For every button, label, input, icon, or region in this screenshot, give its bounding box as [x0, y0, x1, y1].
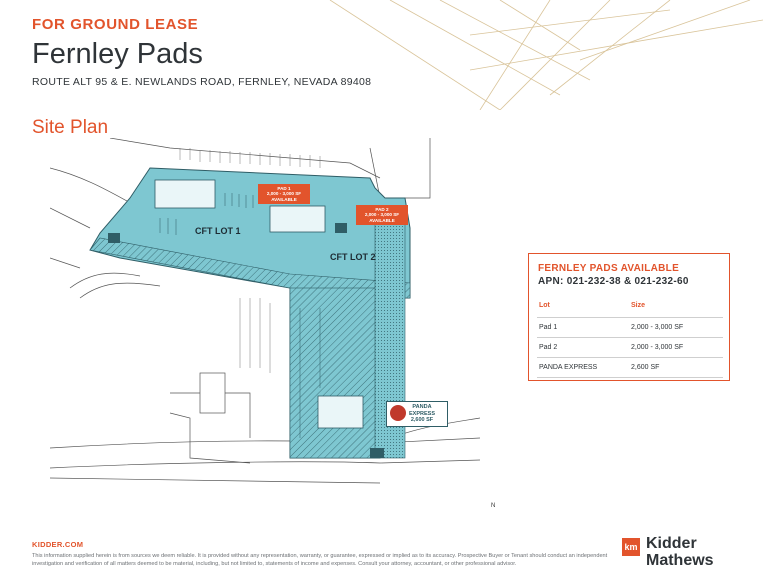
disclaimer: This information supplied herein is from sources we deem reliable. It is provided without any representation, warranty, or guarantee, expressed or implied as to its accuracy. Prospective Buyer or Tenant should conduct an independent investigation and verification of all matters deemed to be material, including, but not limited to, statements of income and expenses. Consult your attorney, accountant, or other professional advisor. — [32, 553, 608, 567]
pad-2-name: PAD 2 — [375, 207, 389, 212]
table-row — [537, 318, 723, 338]
website-link[interactable]: KIDDER.COM — [32, 540, 84, 549]
column-header-lot: Lot — [537, 302, 629, 318]
section-title: Site Plan — [32, 117, 109, 138]
page-title: Fernley Pads — [32, 38, 203, 70]
property-address: ROUTE ALT 95 & E. NEWLANDS ROAD, FERNLEY, NEVADA 89408 — [32, 76, 372, 88]
pad-2-status: AVAILABLE — [369, 217, 395, 223]
decorative-lines — [250, 0, 763, 110]
brand-line-2: Mathews — [646, 552, 714, 569]
pad-1-name: PAD 1 — [277, 186, 291, 191]
kidder-mathews-logo-icon: km — [622, 538, 640, 556]
table-header-row — [537, 302, 723, 318]
column-header-size: Size — [629, 302, 723, 318]
panda-express-logo — [390, 405, 406, 421]
panda-express-tag — [386, 401, 448, 427]
pad-1-tag — [258, 184, 310, 204]
brand-name — [646, 535, 714, 569]
row-lot: Pad 1 — [537, 318, 629, 338]
panel-apn: APN: 021-232-38 & 021-232-60 — [538, 276, 689, 287]
pad-2-size: 2,000 - 3,000 SF — [364, 212, 400, 218]
row-size: 2,000 - 3,000 SF — [629, 318, 723, 338]
availability-table — [537, 302, 723, 378]
table-row — [537, 358, 723, 378]
table-row — [537, 338, 723, 358]
availability-panel — [528, 253, 730, 381]
north-label: N — [491, 503, 496, 509]
pad-1-size: 2,000 - 3,000 SF — [266, 191, 302, 197]
lot-label-1: CFT LOT 1 — [195, 226, 241, 236]
row-lot: PANDA EXPRESS — [537, 358, 629, 378]
pad-2-tag — [356, 205, 408, 225]
panel-heading: FERNLEY PADS AVAILABLE — [538, 263, 680, 274]
panda-name-2: EXPRESS — [409, 410, 435, 417]
panda-name-1: PANDA — [412, 404, 432, 410]
row-lot: Pad 2 — [537, 338, 629, 358]
row-size: 2,600 SF — [629, 358, 723, 378]
lot-label-2: CFT LOT 2 — [330, 252, 376, 262]
listing-type: FOR GROUND LEASE — [32, 16, 199, 33]
row-size: 2,000 - 3,000 SF — [629, 338, 723, 358]
brand-line-1: Kidder — [646, 535, 697, 552]
panda-size: 2,600 SF — [410, 417, 434, 423]
pad-1-status: AVAILABLE — [271, 196, 297, 202]
